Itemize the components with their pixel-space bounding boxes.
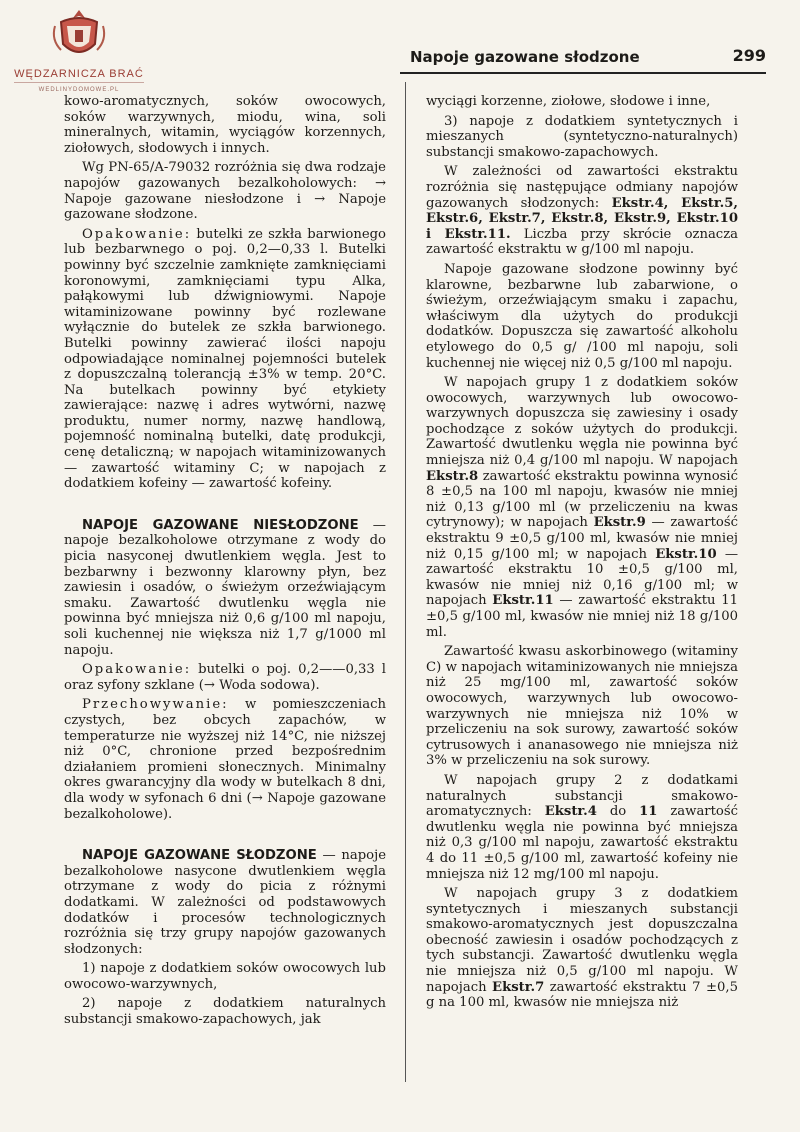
running-header bbox=[400, 46, 766, 74]
label-packaging: Opakowanie: bbox=[82, 226, 192, 242]
entry-sweetened bbox=[64, 848, 386, 957]
paragraph-text: Liczba przy skrócie oznacza zawartość ekstraktu w g/100 ml napoju. bbox=[426, 226, 739, 258]
paragraph bbox=[64, 227, 386, 492]
entry-text: — napoje bezalkoholowe nasycone dwutlenkiem węgla otrzymane z wody do picia z różnymi dodatkami. W zależności od podstawowych dodatków i procesów technologicznych rozróżnia się trzy grupy napojów gazowanych słodzonych: bbox=[64, 848, 386, 957]
logo-site-text: WEDLINYDOMOWE.PL bbox=[38, 87, 120, 93]
entry-unsweetened bbox=[64, 518, 386, 658]
label-packaging: Opakowanie: bbox=[82, 662, 192, 678]
page-number: 299 bbox=[732, 46, 766, 65]
bold-term: Ekstr.4, Ekstr.5, Ekstr.6, Ekstr.7, Ekstr.8, Ekstr.9, Ekstr.10 i Ekstr.11. bbox=[426, 195, 738, 242]
paragraph-text: — zawartość ekstraktu 10 ±0,5 g/100 ml, kwasów nie mniej niż 0,16 g/100 ml; w napojach bbox=[426, 546, 738, 609]
paragraph: kowo-aromatycznych, soków owocowych, soków warzywnych, miodu, wina, soli mineralnych, witamin, wyciągów korzennych, ziołowych, słodowych i innych. bbox=[64, 94, 386, 156]
left-column bbox=[64, 94, 386, 1032]
list-item: 1) napoje z dodatkiem soków owocowych lub owocowo-warzywnych, bbox=[64, 961, 386, 992]
paragraph: Zawartość kwasu askorbinowego (witaminy C) w napojach witaminizowanych nie mniejsza niż 25 mg/100 ml, zawartość soków owocowych, warzywnych lub owocowo-warzywnych nie mniejsza niż 10% w przeliczeniu na sok surowy, zawartość soków cytrusowych i ananasowego nie mniejsza niż 3% w przeliczeniu na sok surowy. bbox=[426, 644, 738, 769]
paragraph-text: W napojach grupy 1 z dodatkiem soków owocowych, warzywnych lub owocowo-warzywnych dopuszcza się zawiesiny i osady pochodzące z soków użytych do produkcji. Zawartość dwutlenku węgla nie powinna być mniejsza niż 0,4 g/100 ml napoju. W napojach bbox=[426, 375, 738, 469]
bold-term: Ekstr.4 bbox=[544, 804, 597, 820]
paragraph: Wg PN-65/A-79032 rozróżnia się dwa rodzaje napojów gazowanych bezalkoholowych: → Napoje gazowane niesłodzone i → Napoje gazowane słodzone. bbox=[64, 160, 386, 223]
bold-term: Ekstr.8 bbox=[426, 468, 479, 484]
bold-term: Ekstr.7 bbox=[492, 979, 545, 995]
paragraph: wyciągi korzenne, ziołowe, słodowe i inne, bbox=[426, 94, 711, 109]
bold-term: 11 bbox=[639, 804, 658, 820]
paragraph-text: zawartość dwutlenku węgla nie powinna być mniejsza niż 0,3 g/100 ml napoju, zawartość ekstraktu 4 do 11 ±0,5 g/100 ml, zawartość kofeiny nie mniejsza niż 12 mg/100 ml napoju. bbox=[426, 804, 738, 882]
right-column bbox=[426, 94, 738, 1015]
list-item: 3) napoje z dodatkiem syntetycznych i mieszanych (syntetyczno-naturalnych) substancji smakowo-zapachowych. bbox=[426, 113, 738, 160]
paragraph-text: zawartość ekstraktu powinna wynosić 8 ±0,5 na 100 ml napoju, kwasów nie mniej niż 0,13 g/100 ml (w przeliczeniu na kwas cytrynowy); w napojach bbox=[426, 468, 738, 531]
paragraph bbox=[64, 662, 386, 693]
column-divider bbox=[405, 82, 406, 1082]
paragraph bbox=[426, 375, 738, 640]
entry-text: — napoje bezalkoholowe otrzymane z wody do picia nasyconej dwutlenkiem węgla. Jest to bezbarwny i bezwonny klarowny płyn, bez zawiesin i osadów, o świeżym orzeźwiającym smaku. Zawartość dwutlenku węgla nie powinna być mniejsza niż 0,6 g/100 ml napoju, soli kuchennej nie większa niż 1,7 g/1000 ml napoju. bbox=[64, 517, 386, 658]
header-title: Napoje gazowane słodzone bbox=[410, 48, 640, 66]
paragraph-text: butelki ze szkła barwionego lub bezbarwnego o poj. 0,2—0,33 l. Butelki powinny być szczelnie zamknięte zamknięciami koronowymi, zamknięciami typu Alka, pałąkowymi lub dźwigniowymi. Napoje witaminizowane powinny być rozlewane wyłącznie do butelek ze szkła barwionego. Butelki powinny zawierać ilości napoju odpowiadające nominalnej pojemności butelek z dopuszczalną tolerancją ±3% w temp. 20°C. Na butelkach powinny być etykiety zawierające: nazwę i adres wytwórni, nazwę produktu, numer normy, nazwę handlową, pojemność nominalną butelki, datę produkcji, cenę detaliczną; w napojach witaminizowanych — zawartość witaminy C; w napojach z dodatkiem kofeiny — zawartość kofeiny. bbox=[64, 226, 386, 492]
list-item: 2) napoje z dodatkiem naturalnych substancji smakowo-zapachowych, jak bbox=[64, 996, 386, 1028]
paragraph-text: w pomieszczeniach czystych, bez obcych zapachów, w temperaturze nie wyższej niż 14°C, nie niższej niż 0°C, chronione przed bezpośrednim działaniem promieni słonecznych. Minimalny okres gwarancyjny dla wody w butelkach 8 dni, dla wody w syfonach 6 dni (→ Napoje gazowane bezalkoholowe). bbox=[64, 697, 386, 822]
site-logo[interactable] bbox=[14, 6, 144, 96]
entry-heading: NAPOJE GAZOWANE SŁODZONE bbox=[82, 848, 317, 864]
paragraph-text: W zależności od zawartości ekstraktu rozróżnia się następujące odmiany napojów gazowanych słodzonych: bbox=[426, 164, 738, 211]
paragraph bbox=[426, 773, 738, 882]
paragraph-text: — zawartość ekstraktu 9 ±0,5 g/100 ml, kwasów nie mniej niż 0,15 g/100 ml; w napojach bbox=[426, 515, 738, 562]
paragraph-text: W napojach grupy 2 z dodatkami naturalnych substancji smakowo-aromatycznych: bbox=[426, 772, 738, 820]
paragraph-text: do bbox=[596, 804, 640, 820]
paragraph bbox=[426, 164, 738, 258]
bold-term: Ekstr.9 bbox=[593, 515, 646, 531]
entry-heading: NAPOJE GAZOWANE NIESŁODZONE bbox=[82, 517, 359, 533]
paragraph: Napoje gazowane słodzone powinny być klarowne, bezbarwne lub zabarwione, o świeżym, orzeźwiającym smaku i zapachu, właściwym dla użytych do produkcji dodatków. Dopuszcza się zawartość alkoholu etylowego do 0,5 g/ /100 ml napoju, soli kuchennej nie więcej niż 0,5 g/100 ml napoju. bbox=[426, 261, 738, 371]
logo-brand-text: WĘDZARNICZA BRAĆ bbox=[14, 68, 144, 83]
paragraph-text: butelki o poj. 0,2——0,33 l oraz syfony szklane (→ Woda sodowa). bbox=[64, 662, 386, 693]
bold-term: Ekstr.10 bbox=[655, 546, 717, 562]
label-storage: Przechowywanie: bbox=[82, 697, 229, 713]
paragraph-text: W napojach grupy 3 z dodatkiem syntetycznych i mieszanych substancji smakowo-aromatycznych jest dopuszczalna obecność zawiesin i osadów pochodzących z tych substancji. Zawartość dwutlenku węgla nie mniejsza niż 0,5 g/100 ml napoju. W napojach bbox=[426, 886, 738, 995]
crest-icon bbox=[49, 6, 109, 64]
paragraph bbox=[64, 697, 386, 822]
paragraph-text: zawartość ekstraktu 7 ±0,5 g na 100 ml, kwasów nie mniejsza niż bbox=[426, 979, 738, 1011]
paragraph bbox=[426, 886, 738, 1011]
paragraph-text: — zawartość ekstraktu 11 ±0,5 g/100 ml, kwasów nie mniej niż 18 g/100 ml. bbox=[426, 593, 738, 640]
bold-term: Ekstr.11 bbox=[492, 593, 554, 609]
